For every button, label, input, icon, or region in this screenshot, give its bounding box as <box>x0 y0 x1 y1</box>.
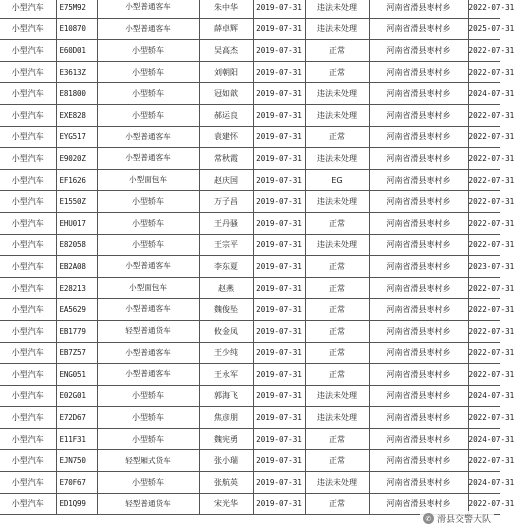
vehicle-type-cell: 小型轿车 <box>97 191 199 213</box>
owner-name-cell: 薛卓辉 <box>199 18 253 40</box>
table-row <box>0 126 500 148</box>
address-cell: 河南省滑县枣村乡 <box>369 472 468 494</box>
expiry-date-cell: 2022-07-31 <box>468 212 500 234</box>
plate-number-cell: E72D67 <box>56 407 97 429</box>
expiry-date-cell: 2022-07-31 <box>468 0 500 18</box>
plate-number-cell: ED1Q99 <box>56 493 97 515</box>
plate-number-cell: E28213 <box>56 277 97 299</box>
expiry-date-cell: 2022-07-31 <box>468 61 500 83</box>
address-cell: 河南省滑县枣村乡 <box>369 299 468 321</box>
issue-date-cell: 2019-07-31 <box>253 0 305 18</box>
owner-name-cell: 王宗平 <box>199 234 253 256</box>
owner-name-cell: 王少纯 <box>199 342 253 364</box>
vehicle-type-cell: 轻型厢式货车 <box>97 450 199 472</box>
issue-date-cell: 2019-07-31 <box>253 18 305 40</box>
owner-name-cell: 吴高杰 <box>199 40 253 62</box>
plate-number-cell: EXE828 <box>56 104 97 126</box>
issue-date-cell: 2019-07-31 <box>253 83 305 105</box>
issue-date-cell: 2019-07-31 <box>253 234 305 256</box>
issue-date-cell: 2019-07-31 <box>253 407 305 429</box>
owner-name-cell: 刘朝阳 <box>199 61 253 83</box>
address-cell: 河南省滑县枣村乡 <box>369 407 468 429</box>
issue-date-cell: 2019-07-31 <box>253 148 305 170</box>
status-cell: 正常 <box>305 61 369 83</box>
owner-name-cell: 宋光华 <box>199 493 253 515</box>
table-row <box>0 256 500 278</box>
vehicle-category-cell: 小型汽车 <box>0 61 56 83</box>
address-cell: 河南省滑县枣村乡 <box>369 234 468 256</box>
table-row <box>0 61 500 83</box>
status-cell: 正常 <box>305 299 369 321</box>
owner-name-cell: 常秋霞 <box>199 148 253 170</box>
vehicle-type-cell: 小型轿车 <box>97 428 199 450</box>
plate-number-cell: E82058 <box>56 234 97 256</box>
owner-name-cell: 张航英 <box>199 472 253 494</box>
owner-name-cell: 王永军 <box>199 364 253 386</box>
plate-number-cell: EHU017 <box>56 212 97 234</box>
table-row <box>0 450 500 472</box>
address-cell: 河南省滑县枣村乡 <box>369 104 468 126</box>
expiry-date-cell: 2022-07-31 <box>468 364 500 386</box>
issue-date-cell: 2019-07-31 <box>253 212 305 234</box>
expiry-date-cell: 2022-07-31 <box>468 320 500 342</box>
address-cell: 河南省滑县枣村乡 <box>369 342 468 364</box>
address-cell: 河南省滑县枣村乡 <box>369 191 468 213</box>
address-cell: 河南省滑县枣村乡 <box>369 61 468 83</box>
status-cell: 违法未处理 <box>305 407 369 429</box>
status-cell: 正常 <box>305 320 369 342</box>
table-row <box>0 472 500 494</box>
table-row <box>0 104 500 126</box>
table-row <box>0 234 500 256</box>
watermark <box>420 511 494 526</box>
vehicle-type-cell: 小型普通客车 <box>97 256 199 278</box>
owner-name-cell: 焦彦朋 <box>199 407 253 429</box>
vehicle-category-cell: 小型汽车 <box>0 385 56 407</box>
expiry-date-cell: 2024-07-31 <box>468 472 500 494</box>
vehicle-type-cell: 小型普通客车 <box>97 148 199 170</box>
plate-number-cell: EF1626 <box>56 169 97 191</box>
address-cell: 河南省滑县枣村乡 <box>369 428 468 450</box>
vehicle-type-cell: 小型面包车 <box>97 169 199 191</box>
address-cell: 河南省滑县枣村乡 <box>369 83 468 105</box>
plate-number-cell: ENG051 <box>56 364 97 386</box>
owner-name-cell: 朱中华 <box>199 0 253 18</box>
address-cell: 河南省滑县枣村乡 <box>369 0 468 18</box>
vehicle-category-cell: 小型汽车 <box>0 299 56 321</box>
expiry-date-cell: 2022-07-31 <box>468 148 500 170</box>
expiry-date-cell: 2022-07-31 <box>468 191 500 213</box>
expiry-date-cell: 2024-07-31 <box>468 83 500 105</box>
owner-name-cell: 张小瑞 <box>199 450 253 472</box>
address-cell: 河南省滑县枣村乡 <box>369 450 468 472</box>
owner-name-cell: 李东夏 <box>199 256 253 278</box>
owner-name-cell: 袁建怀 <box>199 126 253 148</box>
issue-date-cell: 2019-07-31 <box>253 472 305 494</box>
status-cell: 违法未处理 <box>305 191 369 213</box>
status-cell: 正常 <box>305 428 369 450</box>
table-row <box>0 385 500 407</box>
address-cell: 河南省滑县枣村乡 <box>369 169 468 191</box>
vehicle-category-cell: 小型汽车 <box>0 212 56 234</box>
owner-name-cell: 冠如歆 <box>199 83 253 105</box>
expiry-date-cell: 2022-07-31 <box>468 342 500 364</box>
owner-name-cell: 王丹骚 <box>199 212 253 234</box>
table-row <box>0 364 500 386</box>
address-cell: 河南省滑县枣村乡 <box>369 148 468 170</box>
issue-date-cell: 2019-07-31 <box>253 191 305 213</box>
expiry-date-cell: 2022-07-31 <box>468 234 500 256</box>
plate-number-cell: E81800 <box>56 83 97 105</box>
vehicle-type-cell: 小型普通客车 <box>97 18 199 40</box>
table-row <box>0 40 500 62</box>
plate-number-cell: E60D01 <box>56 40 97 62</box>
status-cell: 违法未处理 <box>305 148 369 170</box>
vehicle-category-cell: 小型汽车 <box>0 364 56 386</box>
status-cell: 正常 <box>305 126 369 148</box>
expiry-date-cell: 2024-07-31 <box>468 385 500 407</box>
address-cell: 河南省滑县枣村乡 <box>369 256 468 278</box>
owner-name-cell: 魏俊坠 <box>199 299 253 321</box>
expiry-date-cell: 2022-07-31 <box>468 493 500 515</box>
table-row <box>0 320 500 342</box>
issue-date-cell: 2019-07-31 <box>253 450 305 472</box>
expiry-date-cell: 2022-07-31 <box>468 299 500 321</box>
address-cell: 河南省滑县枣村乡 <box>369 18 468 40</box>
vehicle-category-cell: 小型汽车 <box>0 407 56 429</box>
issue-date-cell: 2019-07-31 <box>253 299 305 321</box>
plate-number-cell: E1550Z <box>56 191 97 213</box>
plate-number-cell: EB7Z57 <box>56 342 97 364</box>
address-cell: 河南省滑县枣村乡 <box>369 364 468 386</box>
plate-number-cell: EA5629 <box>56 299 97 321</box>
plate-number-cell: EB1779 <box>56 320 97 342</box>
vehicle-type-cell: 小型轿车 <box>97 40 199 62</box>
wechat-official-account-icon: ✆ <box>423 513 434 524</box>
address-cell: 河南省滑县枣村乡 <box>369 212 468 234</box>
vehicle-category-cell: 小型汽车 <box>0 428 56 450</box>
status-cell: 违法未处理 <box>305 234 369 256</box>
address-cell: 河南省滑县枣村乡 <box>369 320 468 342</box>
vehicle-type-cell: 轻型普通货车 <box>97 320 199 342</box>
status-cell: 违法未处理 <box>305 385 369 407</box>
vehicle-type-cell: 小型轿车 <box>97 61 199 83</box>
vehicle-category-cell: 小型汽车 <box>0 234 56 256</box>
vehicle-category-cell: 小型汽车 <box>0 277 56 299</box>
vehicle-type-cell: 小型轿车 <box>97 472 199 494</box>
vehicle-type-cell: 小型轿车 <box>97 234 199 256</box>
plate-number-cell: E70F67 <box>56 472 97 494</box>
owner-name-cell: 赵庆国 <box>199 169 253 191</box>
expiry-date-cell: 2022-07-31 <box>468 169 500 191</box>
table-row <box>0 299 500 321</box>
status-cell: 正常 <box>305 342 369 364</box>
status-cell: 违法未处理 <box>305 0 369 18</box>
status-cell: 违法未处理 <box>305 104 369 126</box>
vehicle-category-cell: 小型汽车 <box>0 493 56 515</box>
status-cell: 正常 <box>305 364 369 386</box>
status-cell: 正常 <box>305 450 369 472</box>
issue-date-cell: 2019-07-31 <box>253 126 305 148</box>
table-row <box>0 342 500 364</box>
expiry-date-cell: 2023-07-31 <box>468 256 500 278</box>
expiry-date-cell: 2022-07-31 <box>468 104 500 126</box>
expiry-date-cell: 2024-07-31 <box>468 428 500 450</box>
table-row <box>0 191 500 213</box>
expiry-date-cell: 2022-07-31 <box>468 40 500 62</box>
vehicle-type-cell: 小型普通客车 <box>97 299 199 321</box>
address-cell: 河南省滑县枣村乡 <box>369 277 468 299</box>
owner-name-cell: 郭海飞 <box>199 385 253 407</box>
plate-number-cell: E10870 <box>56 18 97 40</box>
status-cell: EG <box>305 169 369 191</box>
vehicle-type-cell: 小型轿车 <box>97 385 199 407</box>
issue-date-cell: 2019-07-31 <box>253 169 305 191</box>
address-cell: 河南省滑县枣村乡 <box>369 493 468 515</box>
table-row <box>0 83 500 105</box>
plate-number-cell: EJN750 <box>56 450 97 472</box>
owner-name-cell: 万子昌 <box>199 191 253 213</box>
vehicle-type-cell: 小型普通客车 <box>97 364 199 386</box>
status-cell: 正常 <box>305 40 369 62</box>
owner-name-cell: 魏宪勇 <box>199 428 253 450</box>
vehicle-category-cell: 小型汽车 <box>0 148 56 170</box>
issue-date-cell: 2019-07-31 <box>253 493 305 515</box>
issue-date-cell: 2019-07-31 <box>253 364 305 386</box>
vehicle-type-cell: 小型普通客车 <box>97 342 199 364</box>
vehicle-category-cell: 小型汽车 <box>0 83 56 105</box>
issue-date-cell: 2019-07-31 <box>253 61 305 83</box>
plate-number-cell: E11F31 <box>56 428 97 450</box>
issue-date-cell: 2019-07-31 <box>253 385 305 407</box>
plate-number-cell: EB2A08 <box>56 256 97 278</box>
status-cell: 正常 <box>305 277 369 299</box>
vehicle-category-cell: 小型汽车 <box>0 40 56 62</box>
vehicle-category-cell: 小型汽车 <box>0 126 56 148</box>
issue-date-cell: 2019-07-31 <box>253 320 305 342</box>
expiry-date-cell: 2022-07-31 <box>468 407 500 429</box>
plate-number-cell: EYG517 <box>56 126 97 148</box>
status-cell: 违法未处理 <box>305 472 369 494</box>
address-cell: 河南省滑县枣村乡 <box>369 40 468 62</box>
issue-date-cell: 2019-07-31 <box>253 428 305 450</box>
vehicle-category-cell: 小型汽车 <box>0 18 56 40</box>
vehicle-type-cell: 小型面包车 <box>97 277 199 299</box>
address-cell: 河南省滑县枣村乡 <box>369 385 468 407</box>
expiry-date-cell: 2025-07-31 <box>468 18 500 40</box>
status-cell: 正常 <box>305 212 369 234</box>
owner-name-cell: 攸金凤 <box>199 320 253 342</box>
vehicle-category-cell: 小型汽车 <box>0 342 56 364</box>
owner-name-cell: 赵燕 <box>199 277 253 299</box>
status-cell: 违法未处理 <box>305 83 369 105</box>
issue-date-cell: 2019-07-31 <box>253 342 305 364</box>
plate-number-cell: E3613Z <box>56 61 97 83</box>
vehicle-category-cell: 小型汽车 <box>0 450 56 472</box>
table-row <box>0 148 500 170</box>
vehicle-category-cell: 小型汽车 <box>0 256 56 278</box>
vehicle-type-cell: 小型轿车 <box>97 104 199 126</box>
issue-date-cell: 2019-07-31 <box>253 277 305 299</box>
vehicle-type-cell: 小型普通客车 <box>97 0 199 18</box>
watermark-text: 滑县交警大队 <box>436 515 491 525</box>
vehicle-type-cell: 小型轿车 <box>97 407 199 429</box>
expiry-date-cell: 2022-07-31 <box>468 277 500 299</box>
expiry-date-cell: 2022-07-31 <box>468 126 500 148</box>
vehicle-type-cell: 小型普通客车 <box>97 126 199 148</box>
table-row <box>0 407 500 429</box>
vehicle-category-cell: 小型汽车 <box>0 0 56 18</box>
table-row <box>0 277 500 299</box>
plate-number-cell: E02G01 <box>56 385 97 407</box>
plate-number-cell: E9020Z <box>56 148 97 170</box>
table-row <box>0 428 500 450</box>
table-row <box>0 18 500 40</box>
table-row <box>0 0 500 18</box>
status-cell: 正常 <box>305 256 369 278</box>
vehicle-type-cell: 小型轿车 <box>97 83 199 105</box>
vehicle-category-cell: 小型汽车 <box>0 191 56 213</box>
vehicle-category-cell: 小型汽车 <box>0 104 56 126</box>
plate-number-cell: E75M92 <box>56 0 97 18</box>
issue-date-cell: 2019-07-31 <box>253 104 305 126</box>
vehicle-type-cell: 轻型普通货车 <box>97 493 199 515</box>
status-cell: 违法未处理 <box>305 18 369 40</box>
owner-name-cell: 郝运良 <box>199 104 253 126</box>
table-row <box>0 169 500 191</box>
vehicle-type-cell: 小型轿车 <box>97 212 199 234</box>
vehicle-category-cell: 小型汽车 <box>0 320 56 342</box>
table-row <box>0 212 500 234</box>
vehicle-category-cell: 小型汽车 <box>0 472 56 494</box>
vehicle-category-cell: 小型汽车 <box>0 169 56 191</box>
address-cell: 河南省滑县枣村乡 <box>369 126 468 148</box>
status-cell: 正常 <box>305 493 369 515</box>
issue-date-cell: 2019-07-31 <box>253 256 305 278</box>
expiry-date-cell: 2022-07-31 <box>468 450 500 472</box>
issue-date-cell: 2019-07-31 <box>253 40 305 62</box>
